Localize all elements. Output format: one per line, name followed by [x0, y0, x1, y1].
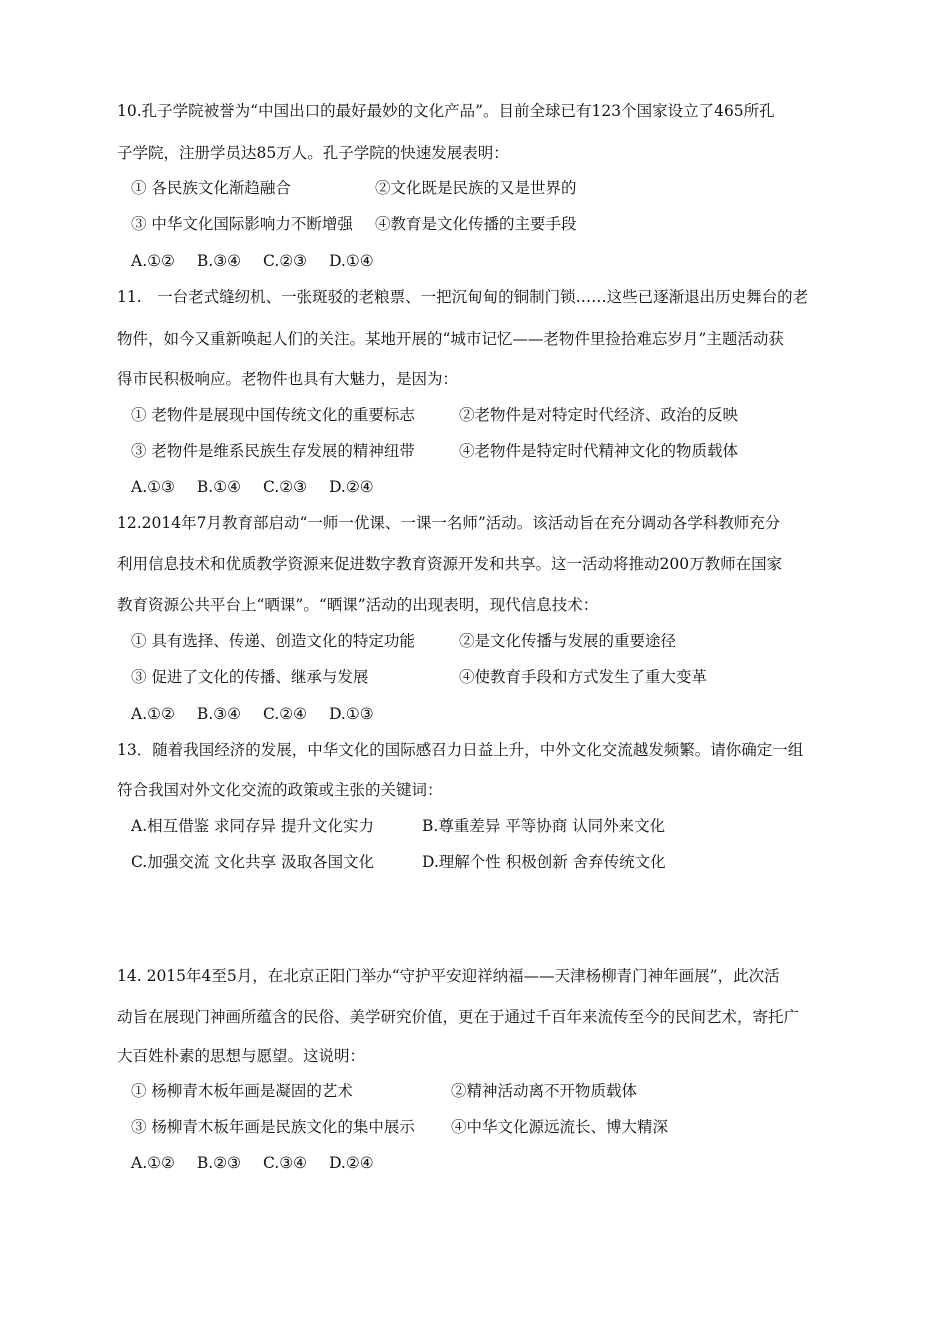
q10-choice-c[interactable]: C.②③ [263, 252, 308, 270]
q11-choices [131, 476, 374, 498]
q11-text-line-3: 得市民积极响应。老物件也具有大魅力，是因为： [117, 370, 459, 388]
q11-choice-a[interactable]: A.①③ [131, 478, 175, 496]
q10-text-line-1: 10.孔子学院被誉为“中国出口的最好最妙的文化产品”。目前全球已有123个国家设立了465所孔 [117, 102, 775, 120]
q14-choices [131, 1152, 374, 1174]
q10-statement-1: ① 各民族文化渐趋融合 [131, 179, 291, 197]
q10-statement-4: ④教育是文化传播的主要手段 [375, 215, 577, 233]
q10-choice-d[interactable]: D.①④ [329, 252, 374, 270]
q11-choice-b[interactable]: B.①④ [196, 478, 242, 496]
q13-choice-a[interactable]: A.相互借鉴 求同存异 提升文化实力 [131, 817, 374, 835]
q14-choice-d[interactable]: D.②④ [329, 1154, 374, 1172]
q14-text-line-1: 14. 2015年4至5月，在北京正阳门举办“守护平安迎祥纳福——天津杨柳青门神年画展”，此次活 [117, 967, 780, 985]
q12-statement-2: ②是文化传播与发展的重要途径 [459, 632, 677, 650]
q14-choice-b[interactable]: B.②③ [196, 1154, 242, 1172]
q14-choice-a[interactable]: A.①② [131, 1154, 175, 1172]
q13-text-line-1: 13．随着我国经济的发展，中华文化的国际感召力日益上升，中外文化交流越发频繁。请你确定一组 [117, 741, 804, 759]
q10-statement-2: ②文化既是民族的又是世界的 [375, 179, 577, 197]
q11-choice-c[interactable]: C.②③ [263, 478, 308, 496]
q10-choice-a[interactable]: A.①② [131, 252, 175, 270]
q11-text-line-2: 物件，如今又重新唤起人们的关注。某地开展的“城市记忆——老物件里捡拾难忘岁月”主题活动获 [117, 330, 784, 348]
q12-statement-4: ④使教育手段和方式发生了重大变革 [459, 668, 708, 686]
q12-choice-a[interactable]: A.①② [131, 705, 175, 723]
q12-statement-3: ③ 促进了文化的传播、继承与发展 [131, 668, 369, 686]
q13-text-line-2: 符合我国对外文化交流的政策或主张的关键词： [117, 781, 443, 799]
q10-choice-b[interactable]: B.③④ [196, 252, 242, 270]
q12-text-line-3: 教育资源公共平台上“晒课”。“晒课”活动的出现表明，现代信息技术： [117, 596, 599, 614]
q12-statement-1: ① 具有选择、传递、创造文化的特定功能 [131, 632, 415, 650]
q11-text-line-1: 11. 一台老式缝纫机、一张斑驳的老粮票、一把沉甸甸的铜制门锁……这些已逐渐退出历史舞台的老 [117, 288, 809, 306]
q13-choice-b[interactable]: B.尊重差异 平等协商 认同外来文化 [422, 817, 666, 835]
q12-text-line-2: 利用信息技术和优质教学资源来促进数字教育资源开发和共享。这一活动将推动200万教师在国家 [117, 555, 783, 573]
q10-text-line-2: 子学院，注册学员达85万人。孔子学院的快速发展表明： [117, 144, 509, 162]
q10-choices [131, 250, 374, 272]
q11-statement-4: ④老物件是特定时代精神文化的物质载体 [459, 442, 739, 460]
q13-choice-c[interactable]: C.加强交流 文化共享 汲取各国文化 [131, 853, 375, 871]
q11-statement-3: ③ 老物件是维系民族生存发展的精神纽带 [131, 442, 415, 460]
q14-statement-3: ③ 杨柳青木板年画是民族文化的集中展示 [131, 1118, 415, 1136]
q14-text-line-3: 大百姓朴素的思想与愿望。这说明： [117, 1047, 366, 1065]
q14-text-line-2: 动旨在展现门神画所蕴含的民俗、美学研究价值，更在于通过千百年来流传至今的民间艺术，寄托广 [117, 1008, 800, 1026]
q11-statement-1: ① 老物件是展现中国传统文化的重要标志 [131, 406, 415, 424]
q14-choice-c[interactable]: C.③④ [263, 1154, 308, 1172]
q14-statement-2: ②精神活动离不开物质载体 [451, 1082, 638, 1100]
q11-choice-d[interactable]: D.②④ [329, 478, 374, 496]
q10-statement-3: ③ 中华文化国际影响力不断增强 [131, 215, 353, 233]
q14-statement-1: ① 杨柳青木板年画是凝固的艺术 [131, 1082, 353, 1100]
q11-statement-2: ②老物件是对特定时代经济、政治的反映 [459, 406, 739, 424]
q12-text-line-1: 12.2014年7月教育部启动“一师一优课、一课一名师”活动。该活动旨在充分调动各学科教师充分 [117, 514, 781, 532]
q12-choice-c[interactable]: C.②④ [263, 705, 308, 723]
q12-choice-d[interactable]: D.①③ [329, 705, 374, 723]
q14-statement-4: ④中华文化源远流长、博大精深 [451, 1118, 669, 1136]
q13-choice-d[interactable]: D.理解个性 积极创新 舍弃传统文化 [422, 853, 666, 871]
q12-choice-b[interactable]: B.③④ [196, 705, 242, 723]
q12-choices [131, 703, 374, 725]
